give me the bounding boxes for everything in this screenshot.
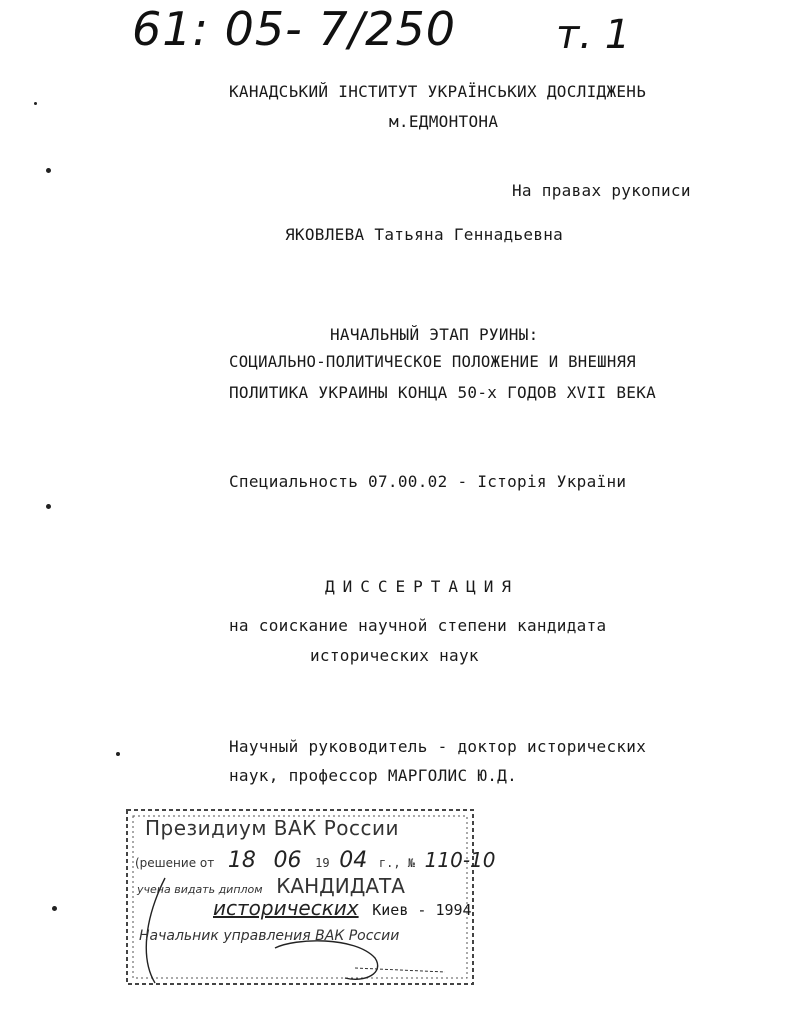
degree-line-2: исторических наук xyxy=(310,646,479,665)
degree-line-1: на соискание научной степени кандидата xyxy=(229,616,607,635)
punch-mark xyxy=(46,168,51,173)
stamp-field-row xyxy=(213,896,472,920)
supervisor-line-1: Научный руководитель - доктор исторических xyxy=(229,737,647,756)
stamp-decision-no-prefix: г., № xyxy=(378,856,415,870)
author-name: ЯКОВЛЕВА Татьяна Геннадьевна xyxy=(285,225,564,244)
stamp-title: Президиум ВАК России xyxy=(145,816,400,840)
stamp-decision-row xyxy=(135,848,495,873)
stamp-decision-prefix: (решение от xyxy=(135,856,215,870)
stamp-decision-day: 18 xyxy=(227,848,256,873)
supervisor-line-2: наук, профессор МАРГОЛИС Ю.Д. xyxy=(229,766,518,785)
stamp-degree-prefix: учена видать диплом xyxy=(137,883,263,896)
stamp-degree-row xyxy=(137,874,405,898)
stamp-decision-month: 06 xyxy=(273,848,302,873)
title-line-2: СОЦИАЛЬНО-ПОЛИТИЧЕСКОЕ ПОЛОЖЕНИЕ И ВНЕШНЯЯ xyxy=(229,353,636,371)
specialty: Специальность 07.00.02 - Історія України xyxy=(229,472,627,491)
dissertation-heading: ДИССЕРТАЦИЯ xyxy=(325,577,519,596)
scan-speck xyxy=(116,752,120,756)
stamp-decision-year: 04 xyxy=(339,848,368,873)
archive-code-handwritten: 61: 05- 7/250 xyxy=(132,2,456,56)
title-line-3: ПОЛИТИКА УКРАИНЫ КОНЦА 50-х ГОДОВ XVII ВЕКА xyxy=(229,383,657,402)
stamp-signatory: Начальник управления ВАК России xyxy=(139,928,400,944)
manuscript-rights: На правах рукописи xyxy=(512,181,691,200)
punch-mark xyxy=(52,906,57,911)
vak-stamp xyxy=(125,808,496,986)
scan-speck xyxy=(34,102,37,105)
institute-city: м.ЕДМОНТОНА xyxy=(389,112,499,131)
punch-mark xyxy=(46,504,51,509)
stamp-degree: КАНДИДАТА xyxy=(276,874,405,898)
title-line-1: НАЧАЛЬНЫЙ ЭТАП РУИНЫ: xyxy=(330,325,539,344)
volume-handwritten: т. 1 xyxy=(556,12,631,58)
stamp-place-year: Киев - 1994 xyxy=(372,901,472,919)
stamp-decision-year-prefix: 19 xyxy=(315,856,330,870)
stamp-decision-number: 110-10 xyxy=(424,848,496,872)
institute-name: КАНАДСЬКИЙ ІНСТИТУТ УКРАЇНСЬКИХ ДОСЛІДЖЕНЬ xyxy=(229,82,647,101)
stamp-field: исторических xyxy=(213,896,359,920)
